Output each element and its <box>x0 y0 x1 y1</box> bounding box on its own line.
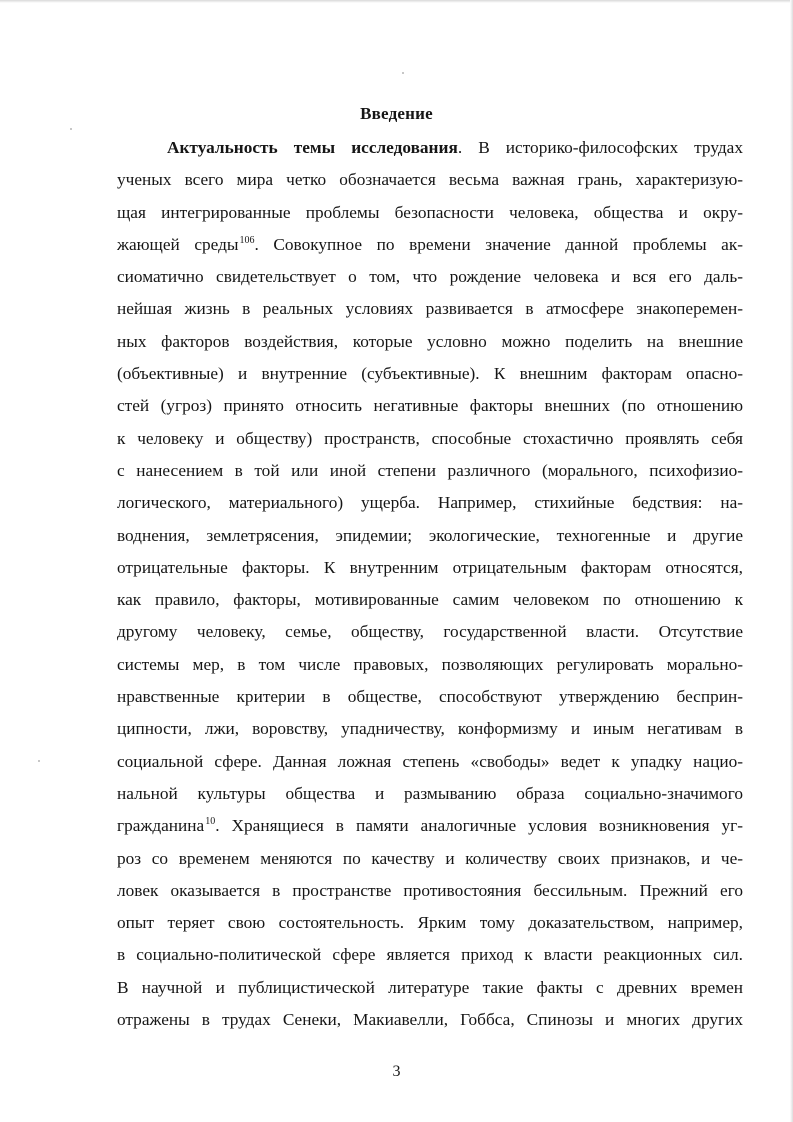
text-line: социальной сфере. Данная ложная степень «свободы» ведет к упадку нацио- <box>117 751 743 771</box>
text-line: логического, материального) ущерба. Например, стихийные бедствия: на- <box>117 493 743 513</box>
text-fragment: жающей среды <box>117 234 239 254</box>
text-line: опыт теряет свою состоятельность. Ярким тому доказательством, например, <box>117 913 743 933</box>
text-line: нейшая жизнь в реальных условиях развивается в атмосфере знакоперемен- <box>117 299 743 319</box>
scan-speck <box>38 760 40 762</box>
text-line: к человеку и обществу) пространств, способные стохастично проявлять себя <box>117 428 743 448</box>
text-line: отражены в трудах Сенеки, Макиавелли, Гоббса, Спинозы и многих других <box>117 1010 743 1030</box>
text-fragment: гражданина <box>117 816 205 836</box>
text-line: в социально-политической сфере является приход к власти реакционных сил. <box>117 945 743 965</box>
text-line: сиоматично свидетельствует о том, что рождение человека и вся его даль- <box>117 267 743 287</box>
text-line <box>117 229 743 261</box>
text-line: воднения, землетрясения, эпидемии; экологические, техногенные и другие <box>117 525 743 545</box>
scan-speck <box>402 72 404 74</box>
text-line: нальной культуры общества и размыванию образа социально-значимого <box>117 783 743 803</box>
scan-edge-top <box>0 0 793 3</box>
text-line: нравственные критерии в обществе, способствуют утверждению бесприн- <box>117 687 743 707</box>
text-fragment: . Совокупное по времени значение данной проблемы ак- <box>254 234 743 254</box>
footnote-reference: 10 <box>205 816 216 828</box>
text-line: другому человеку, семье, обществу, государственной власти. Отсутствие <box>117 622 743 642</box>
page-number: 3 <box>392 1063 401 1080</box>
text-line: ципности, лжи, воровству, упадничеству, конформизму и иным негативам в <box>117 719 743 739</box>
text-line: В научной и публицистической литературе такие факты с древних времен <box>117 977 743 997</box>
text-line: отрицательные факторы. К внутренним отрицательным факторам относятся, <box>117 557 743 577</box>
lead-term: Актуальность темы исследования <box>167 138 458 157</box>
text-line: стей (угроз) принято относить негативные факторы внешних (по отношению <box>117 396 743 416</box>
text-line: ных факторов воздействия, которые условно можно поделить на внешние <box>117 331 743 351</box>
text-line: ловек оказывается в пространстве противостояния бессильным. Прежний его <box>117 880 743 900</box>
text-line: системы мер, в том числе правовых, позволяющих регулировать морально- <box>117 654 743 674</box>
scan-speck <box>70 128 72 130</box>
section-heading: Введение <box>360 104 433 123</box>
text-line <box>117 810 743 842</box>
text-line <box>117 132 743 164</box>
footnote-reference: 106 <box>239 234 255 246</box>
text-line: как правило, факторы, мотивированные самим человеком по отношению к <box>117 590 743 610</box>
text-line: (объективные) и внутренние (субъективные). К внешним факторам опасно- <box>117 364 743 384</box>
text-line: с нанесением в той или иной степени различного (морального, психофизио- <box>117 460 743 480</box>
body-paragraph <box>117 132 743 1036</box>
text-line: роз со временем меняются по качеству и количеству своих признаков, и че- <box>117 848 743 868</box>
text-fragment: . В историко-философских трудах <box>457 138 743 157</box>
text-line: щая интегрированные проблемы безопасности человека, общества и окру- <box>117 202 743 222</box>
text-fragment: . Хранящиеся в памяти аналогичные условия возникновения уг- <box>215 816 743 836</box>
text-line: ученых всего мира четко обозначается весьма важная грань, характеризую- <box>117 170 743 190</box>
